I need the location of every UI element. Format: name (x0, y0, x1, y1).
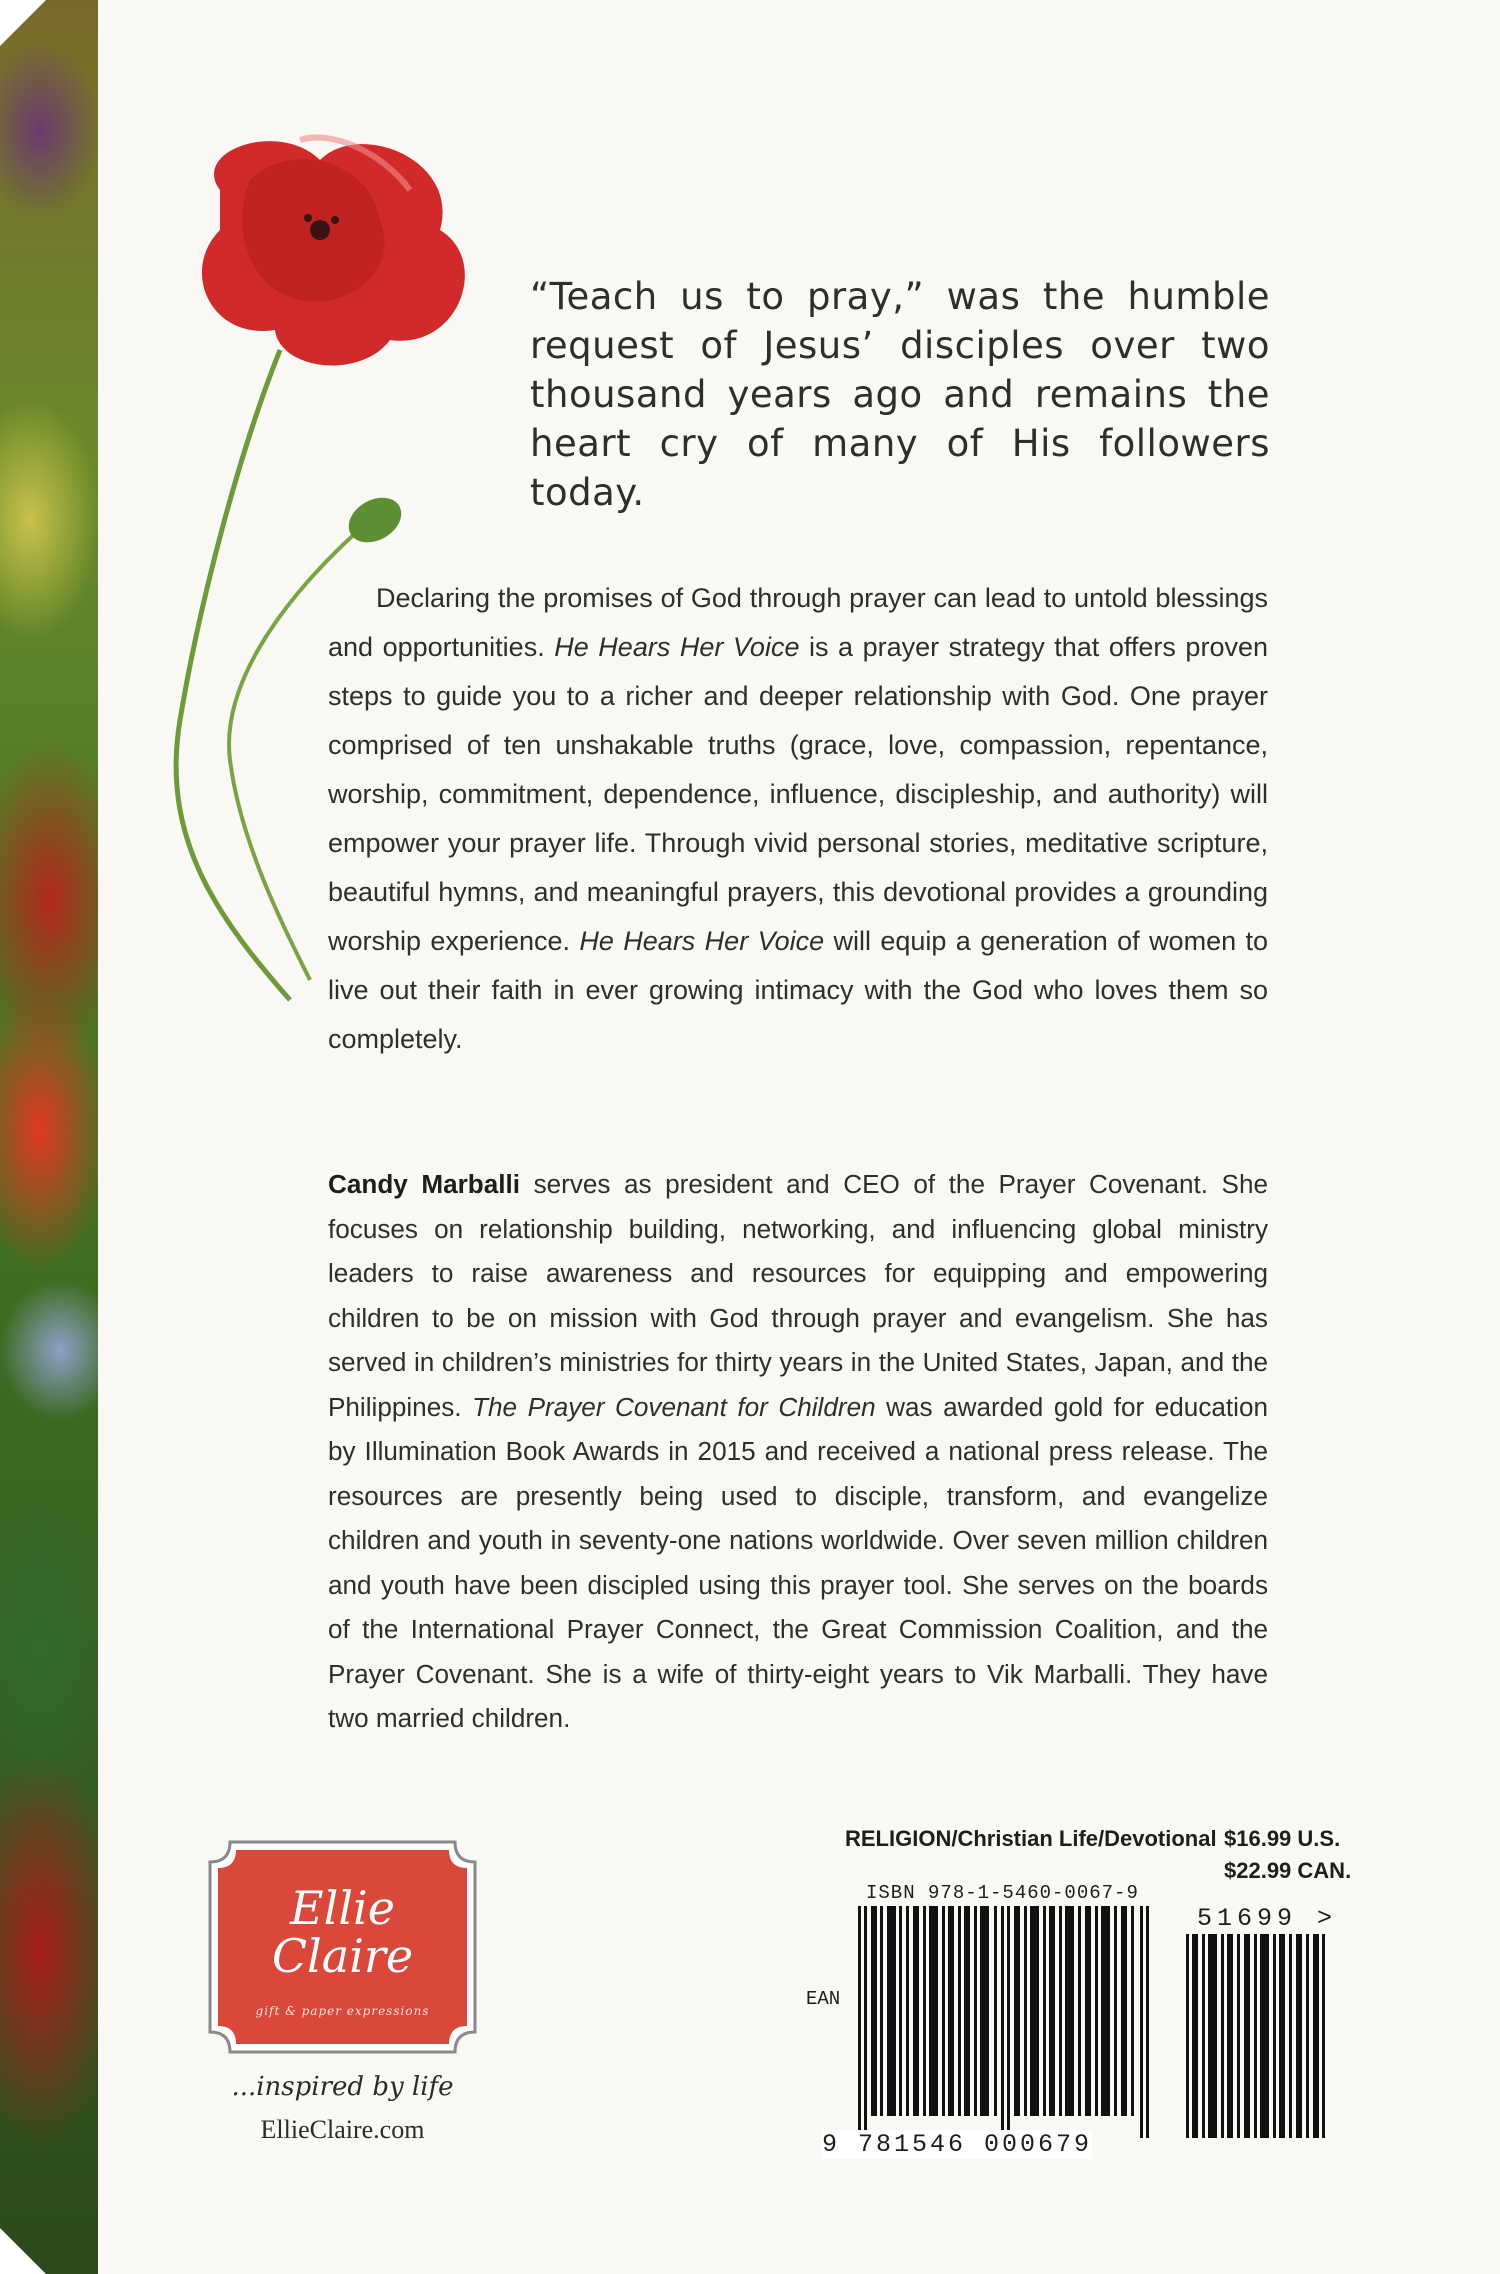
isbn-number: ISBN 978-1-5460-0067-9 (866, 1882, 1139, 1904)
ean-label: EAN (806, 1988, 841, 2010)
description-part-3: will equip a generation of women to live out their faith in ever growing intimacy with the God who loves them so completely. (328, 926, 1268, 1054)
front-cover-edge-painting (0, 0, 98, 2274)
publisher-tagline: ...inspired by life (231, 2072, 454, 2102)
description-part-2: is a prayer strategy that offers proven steps to guide you to a richer and deeper relationship with God. One prayer comprised of ten unshakable truths (grace, love, compassion, repentance, worship, commitment, dependence, influence, discipleship, and authority) will empower your prayer life. Through vivid personal stories, meditative scripture, beautiful hymns, and meaningful prayers, this devotional provides a grounding worship experience. (328, 632, 1268, 956)
isbn-barcode (858, 1906, 1154, 2138)
page-corner-bottom (0, 2228, 46, 2274)
book-category: RELIGION/Christian Life/Devotional (845, 1826, 1217, 1851)
barcode-digits: 9 781546 000679 (822, 2130, 1093, 2159)
book-description (328, 574, 1268, 1064)
prior-book-title: The Prayer Covenant for Children (472, 1391, 876, 1422)
publisher-logo (200, 1832, 485, 2062)
author-name: Candy Marballi (328, 1169, 521, 1199)
book-title: He Hears Her Voice (579, 926, 825, 956)
price-addon-barcode (1186, 1934, 1326, 2138)
opening-quote: “Teach us to pray,” was the humble request of Jesus’ disciples over two thousand years ago and remains the heart cry of many of His followers today. (530, 275, 1270, 514)
author-bio (328, 1162, 1268, 1741)
bio-part-2: was awarded gold for education by Illumination Book Awards in 2015 and received a national press release. The resources are presently being used to disciple, transform, and evangelize children and youth in seventy-one nations worldwide. Over seven million children and youth have been discipled using this prayer tool. She serves on the boards of the International Prayer Connect, the Great Commission Coalition, and the Prayer Covenant. She is a wife of thirty-eight years to Vik Marballi. They have two married children. (328, 1391, 1268, 1733)
addon-digits: 51699 > (1197, 1904, 1338, 1933)
logo-wordmark-line-1: Ellie (290, 1881, 395, 1935)
publisher-website[interactable]: EllieClaire.com (260, 2115, 425, 2144)
price-us: $16.99 U.S. (1224, 1826, 1341, 1851)
description-part-1: Declaring the promises of God through prayer can lead to untold blessings and opportunities. (328, 583, 1268, 662)
logo-subline: gift & paper expressions (255, 2004, 430, 2018)
logo-wordmark-line-2: Claire (271, 1929, 414, 1983)
price-can: $22.99 CAN. (1224, 1858, 1352, 1883)
page-corner (0, 0, 46, 46)
bio-part-1: serves as president and CEO of the Prayer Covenant. She focuses on relationship building, networking, and influencing global ministry leaders to raise awareness and resources for equipping and empowering children to be on mission with God through prayer and evangelism. She has served in children’s ministries for thirty years in the United States, Japan, and the Philippines. (328, 1169, 1268, 1422)
book-title: He Hears Her Voice (554, 632, 800, 662)
